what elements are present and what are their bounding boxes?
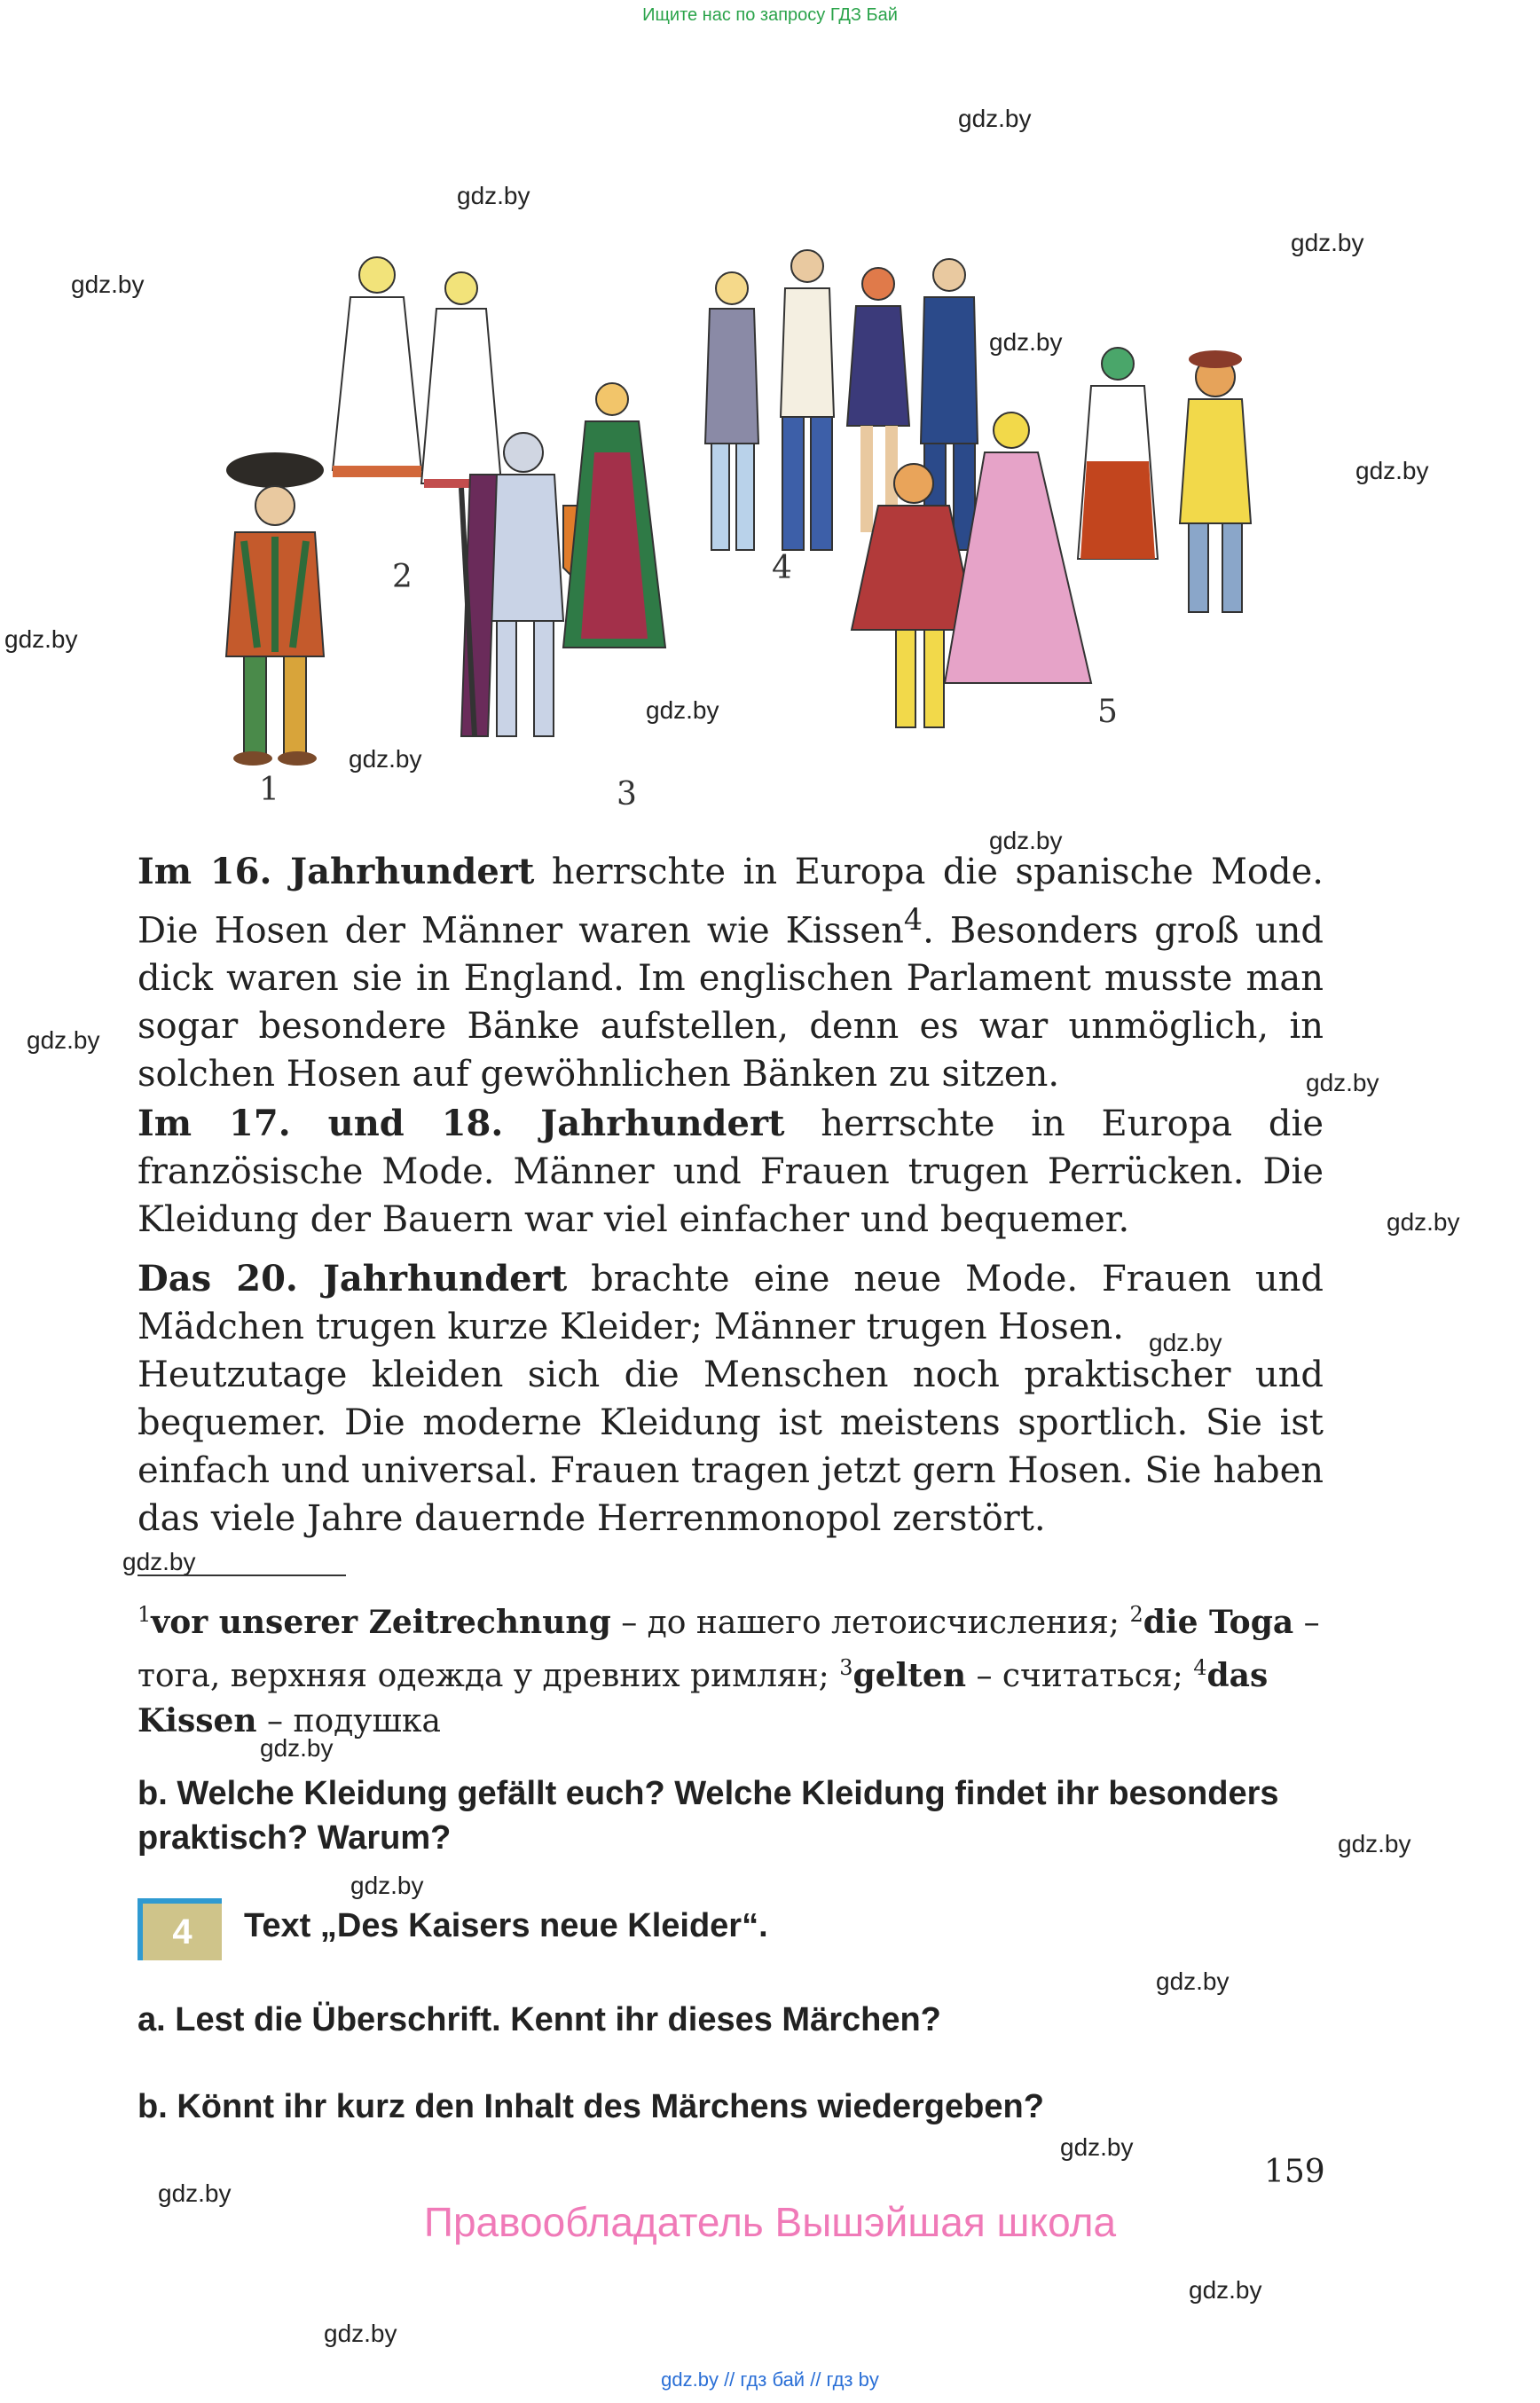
paragraph-16th-century <box>138 848 1324 1098</box>
question-b-clothing: b. Welche Kleidung gefällt euch? Welche Kleidung findet ihr besonders praktisch? Warum? <box>138 1775 1279 1857</box>
footnotes <box>138 1592 1324 1744</box>
watermark: gdz.by <box>1149 1329 1222 1356</box>
question-b-retell: b. Könnt ihr kurz den Inhalt des Märchens wiedergeben? <box>138 2088 1044 2125</box>
watermark: gdz.by <box>260 1734 334 1762</box>
paragraph-text: herrschte in Europa die spanische Mode. Die Hosen der Männer waren wie Kissen <box>138 852 1324 952</box>
paragraph-17-18th-century <box>138 1100 1324 1244</box>
footnote-term: vor unserer Zeitrechnung <box>151 1604 611 1641</box>
footnote-number: 3 <box>839 1655 853 1680</box>
paragraph-heading: Im 17. und 18. Jahrhundert <box>138 1103 785 1144</box>
paragraph-text: brachte eine neue Mode. Frauen und Mädchen trugen kurze Kleider; Männer trugen Hosen. <box>138 1259 1324 1347</box>
watermark: gdz.by <box>350 1872 424 1899</box>
footnote-number: 2 <box>1129 1602 1143 1627</box>
question-a-heading: a. Lest die Überschrift. Kennt ihr dieses Märchen? <box>138 2001 941 2038</box>
footnote-gloss: – тога, верхняя одежда у древних римлян; <box>138 1605 1320 1694</box>
figure-number-1: 1 <box>259 772 279 808</box>
footnote-term: das Kissen <box>138 1657 1269 1739</box>
paragraph-modern-day: Heutzutage kleiden sich die Menschen noch praktischer und bequemer. Die moderne Kleidung ist meistens sportlich. Sie ist einfach und universal. Frauen tragen jetzt gern Hosen. Sie haben das viele Jahre dauernde Herrenmonopol zerstört. <box>138 1355 1324 1539</box>
watermark: gdz.by <box>646 696 719 724</box>
copyright-holder: Правообладатель Вышэйшая школа <box>423 2199 1117 2245</box>
watermark: gdz.by <box>4 625 78 653</box>
watermark: gdz.by <box>158 2179 232 2207</box>
costume-figure-roman-women <box>333 257 501 488</box>
footnote-divider <box>138 1575 346 1576</box>
exercise-title: Text „Des Kaisers neue Kleider“. <box>244 1907 768 1944</box>
costume-figure-renaissance-man <box>226 452 324 766</box>
watermark: gdz.by <box>989 328 1063 356</box>
watermark: gdz.by <box>122 1548 196 1575</box>
bottom-links[interactable]: gdz.by // гдз бай // гдз by <box>661 2368 879 2391</box>
footnote-gloss: – подушка <box>256 1703 441 1739</box>
footnote-gloss: – считаться; <box>966 1658 1194 1694</box>
watermark: gdz.by <box>1306 1069 1379 1096</box>
costume-figure-peasants <box>1078 348 1251 612</box>
watermark: gdz.by <box>1291 229 1364 256</box>
footnote-ref: 4 <box>903 902 923 937</box>
fashion-history-illustration <box>204 240 1295 816</box>
figure-number-3: 3 <box>617 776 637 813</box>
watermark: gdz.by <box>1387 1208 1460 1236</box>
watermark: gdz.by <box>1189 2276 1262 2304</box>
watermark: gdz.by <box>349 745 422 773</box>
watermark: gdz.by <box>1060 2133 1134 2161</box>
footnote-number: 1 <box>138 1602 152 1627</box>
watermark: gdz.by <box>27 1026 100 1054</box>
watermark: gdz.by <box>71 271 145 298</box>
footnote-number: 4 <box>1193 1655 1207 1680</box>
footnote-term: gelten <box>852 1657 966 1694</box>
watermark: gdz.by <box>1156 1967 1230 1995</box>
figure-number-5: 5 <box>1097 694 1118 730</box>
footnote-gloss: – до нашего летоисчисления; <box>610 1605 1130 1641</box>
top-banner: Ищите нас по запросу ГДЗ Бай <box>642 5 898 25</box>
watermark: gdz.by <box>324 2320 397 2347</box>
watermark: gdz.by <box>1355 457 1429 484</box>
figure-number-2: 2 <box>392 559 412 595</box>
watermark: gdz.by <box>1338 1830 1411 1857</box>
watermark: gdz.by <box>989 827 1063 854</box>
paragraph-20th-century <box>138 1255 1324 1351</box>
paragraph-text: . Besonders groß und dick waren sie in England. Im englischen Parlament musste man sogar besondere Bänke aufstellen, denn es war unmöglich, in solchen Hosen auf gewöhnlichen Bänken zu sitzen. <box>138 910 1324 1095</box>
watermark: gdz.by <box>457 182 530 209</box>
watermark: gdz.by <box>958 105 1032 132</box>
page-number: 159 <box>1264 2154 1325 2190</box>
figure-number-4: 4 <box>772 550 792 586</box>
paragraph-heading: Das 20. Jahrhundert <box>138 1258 568 1300</box>
paragraph-heading: Im 16. Jahrhundert <box>138 851 535 892</box>
footnote-term: die Toga <box>1143 1604 1294 1641</box>
exercise-number-badge: 4 <box>138 1898 222 1960</box>
paragraph-text: herrschte in Europa die französische Mode. Männer und Frauen trugen Perrücken. Die Kleidung der Bauern war viel einfacher und bequemer. <box>138 1103 1324 1240</box>
